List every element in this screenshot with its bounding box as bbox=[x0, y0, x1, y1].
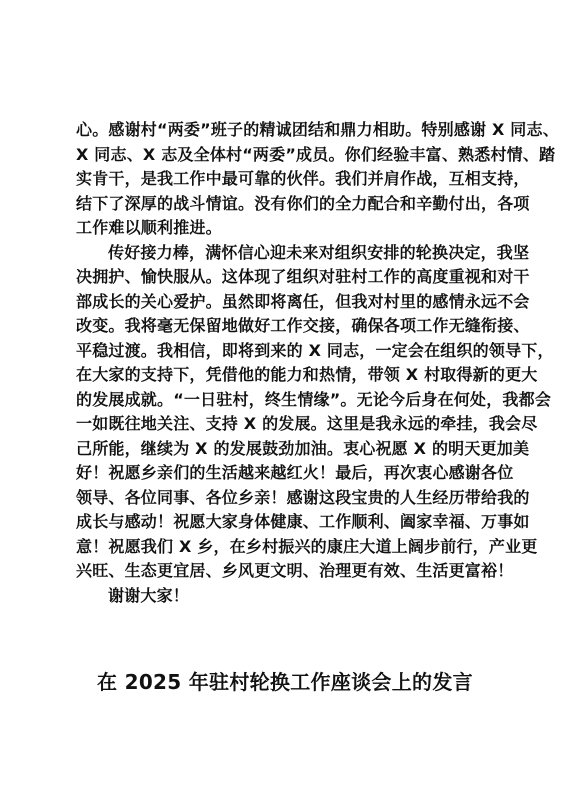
speech-body bbox=[76, 118, 559, 608]
paragraph-handover bbox=[76, 241, 554, 584]
text-line: 好！祝愿乡亲们的生活越来越红火！最后，再次衷心感谢各位 bbox=[76, 463, 514, 482]
text-line: 改变。我将毫无保留地做好工作交接，确保各项工作无缝衔接、 bbox=[76, 316, 530, 335]
text-line: 领导、各位同事、各位乡亲！感谢这段宝贵的人生经历带给我的 bbox=[76, 487, 530, 507]
text-line: 结下了深厚的战斗情谊。没有你们的全力配合和辛勤付出，各项 bbox=[76, 193, 530, 213]
text-line: 谢谢大家！ bbox=[108, 585, 190, 605]
text-line: 己所能，继续为 X 的发展鼓劲加油。衷心祝愿 X 的明天更加美 bbox=[76, 438, 530, 458]
text-line: 的发展成就。“一日驻村，终生情缘”。无论今后身在何处，我都会 bbox=[76, 389, 552, 409]
paragraph-thanks bbox=[76, 118, 559, 241]
text-line: X 同志、X 志及全体村“两委”成员。你们经验丰富、熟悉村情、踏 bbox=[76, 144, 556, 164]
text-line: 在大家的支持下，凭借他的能力和热情，带领 X 村取得新的更大 bbox=[76, 365, 538, 384]
text-line: 实肯干，是我工作中最可靠的伙伴。我们并肩作战，互相支持， bbox=[76, 169, 530, 188]
text-line: 平稳过渡。我相信，即将到来的 X 同志，一定会在组织的领导下， bbox=[76, 340, 554, 360]
text-line: 心。感谢村“两委”班子的精诚团结和鼎力相助。特别感谢 X 同志、 bbox=[76, 120, 559, 139]
document-title: 在 2025 年驻村轮换工作座谈会上的发言 bbox=[97, 670, 473, 694]
paragraph-closing bbox=[76, 584, 506, 609]
text-line: 部成长的关心爱护。虽然即将离任，但我对村里的感情永远不会 bbox=[76, 291, 530, 311]
text-line: 成长与感动！祝愿大家身体健康、工作顺利、阖家幸福、万事如 bbox=[76, 512, 530, 531]
text-line: 意！祝愿我们 X 乡，在乡村振兴的康庄大道上阔步前行，产业更 bbox=[76, 536, 538, 556]
text-line: 决拥护、愉快服从。这体现了组织对驻村工作的高度重视和对干 bbox=[76, 267, 530, 286]
text-line: 传好接力棒，满怀信心迎未来对组织安排的轮换决定，我坚 bbox=[108, 242, 530, 262]
text-line: 一如既往地关注、支持 X 的发展。这里是我永远的牵挂，我会尽 bbox=[76, 414, 538, 433]
text-line: 兴旺、生态更宜居、乡风更文明、治理更有效、生活更富裕！ bbox=[76, 561, 514, 580]
text-line: 工作难以顺利推进。 bbox=[76, 218, 222, 237]
